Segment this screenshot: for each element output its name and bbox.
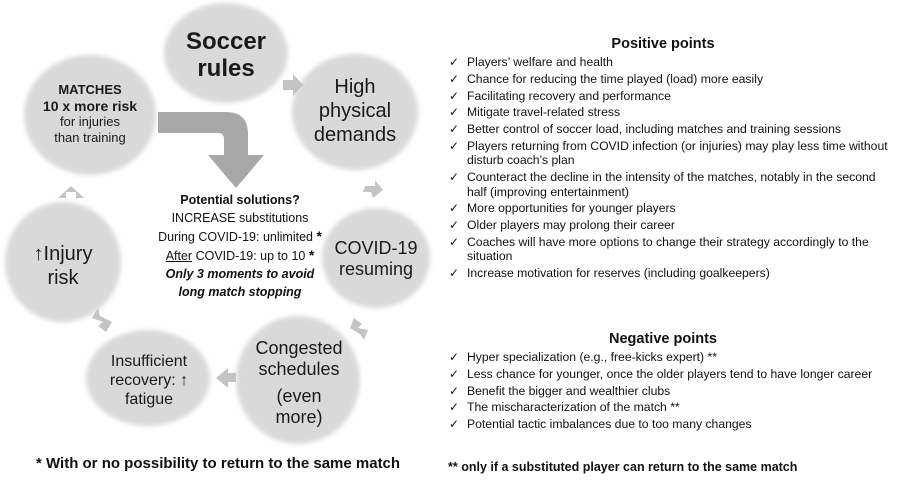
list-item: ✓ Less chance for younger, once the older players tend to have longer career <box>449 366 873 381</box>
list-item: ✓ Potential tactic imbalances due to too many changes <box>449 417 752 432</box>
negative-points-panel <box>448 331 896 434</box>
arrow-congested-to-recovery <box>216 368 236 388</box>
check-icon: ✓ <box>449 105 460 120</box>
recovery-line2: recovery: ↑ <box>109 372 189 389</box>
congested-schedules-label <box>243 338 355 428</box>
list-item: ✓ Increase motivation for reserves (including goalkeepers) <box>449 266 770 281</box>
positive-points-panel <box>448 36 896 283</box>
positive-points-list <box>448 55 896 281</box>
check-icon: ✓ <box>449 138 460 153</box>
arrow-injury-to-matches <box>58 186 84 198</box>
footnote-return-same-match: * With or no possibility to return to the same match <box>36 455 401 472</box>
check-icon: ✓ <box>449 71 460 86</box>
check-icon: ✓ <box>449 170 460 185</box>
check-icon: ✓ <box>449 88 460 103</box>
congested-line3: (even <box>276 386 322 406</box>
check-icon: ✓ <box>449 383 460 398</box>
congested-line2: schedules <box>258 359 340 379</box>
matches-line3: than training <box>54 130 126 145</box>
list-item: ✓ Counteract the decline in the intensity of the matches, notably in the second half (improving entertainment) <box>449 170 876 199</box>
covid-line1: COVID-19 <box>334 238 418 258</box>
list-item: ✓ Hyper specialization (e.g., free-kicks expert) ** <box>449 350 717 364</box>
physical-demands-label <box>300 75 410 147</box>
soccer-rules-line1: Soccer <box>185 28 267 55</box>
list-item: ✓ Facilitating recovery and performance <box>449 88 671 103</box>
list-item: ✓ Chance for reducing the time played (load) more easily <box>449 71 764 86</box>
check-icon: ✓ <box>449 400 460 415</box>
injury-line2: risk <box>47 267 79 289</box>
list-item: ✓ Better control of soccer load, including matches and training sessions <box>449 122 841 137</box>
matches-label <box>34 82 146 146</box>
congested-line1: Congested <box>255 338 343 358</box>
injury-line1: ↑Injury <box>33 243 93 265</box>
matches-title: MATCHES <box>58 82 122 97</box>
check-icon: ✓ <box>449 55 460 69</box>
list-item: ✓ Coaches will have more options to change their strategy accordingly to the situation <box>449 234 869 264</box>
soccer-rules-line2: rules <box>197 55 255 82</box>
solutions-during <box>140 227 340 246</box>
covid-line2: resuming <box>338 259 414 279</box>
arrow-demands-to-covid <box>363 180 383 198</box>
check-icon: ✓ <box>449 218 460 233</box>
solutions-during-mark: * <box>316 228 322 244</box>
matches-line2: for injuries <box>60 114 120 129</box>
check-icon: ✓ <box>449 201 460 216</box>
congested-line4: more) <box>275 407 323 427</box>
check-icon: ✓ <box>449 366 460 381</box>
injury-risk-label <box>16 242 110 290</box>
list-item: ✓ Benefit the bigger and wealthier clubs <box>449 383 671 398</box>
list-item: ✓ More opportunities for younger players <box>449 201 676 216</box>
covid-resuming-label <box>326 238 426 280</box>
check-icon: ✓ <box>449 266 460 281</box>
negative-points-title: Negative points <box>609 331 717 347</box>
list-item: ✓ Players returning from COVID infection (or injuries) may play less time without disturb coach’s plan <box>449 138 888 168</box>
check-icon: ✓ <box>449 234 460 249</box>
matches-risk: 10 x more risk <box>42 98 138 114</box>
potential-solutions <box>140 191 340 301</box>
insufficient-recovery-label <box>94 352 204 409</box>
recovery-line1: Insufficient <box>110 353 188 370</box>
solutions-after-text: COVID-19: up to 10 <box>192 249 306 263</box>
solutions-after-word: After <box>165 249 193 263</box>
solutions-after-mark: * <box>308 247 315 263</box>
recovery-line3: fatigue <box>124 391 174 408</box>
solutions-moments-line2: long match stopping <box>178 285 302 299</box>
arrow-covid-to-congested <box>350 318 368 340</box>
list-item: ✓ Players’ welfare and health <box>449 55 613 69</box>
list-item: ✓ The mischaracterization of the match ** <box>449 400 680 415</box>
physical-line3: demands <box>313 124 397 146</box>
list-item: ✓ Older players may prolong their career <box>449 218 675 233</box>
check-icon: ✓ <box>449 350 460 364</box>
solutions-increase: INCREASE substitutions <box>171 211 309 225</box>
negative-points-list <box>448 350 896 432</box>
soccer-rules-label <box>166 28 286 82</box>
physical-line1: High <box>334 76 376 98</box>
positive-points-title: Positive points <box>611 36 715 52</box>
solutions-during-text: During COVID-19: unlimited <box>158 230 313 244</box>
list-item: ✓ Mitigate travel-related stress <box>449 105 621 120</box>
big-arrow <box>158 112 264 188</box>
physical-line2: physical <box>318 100 392 122</box>
check-icon: ✓ <box>449 122 460 137</box>
check-icon: ✓ <box>449 417 460 432</box>
footnote-substituted-player: ** only if a substituted player can return to the same match <box>448 460 798 474</box>
solutions-title: Potential solutions? <box>180 193 300 207</box>
solutions-after <box>140 246 340 265</box>
solutions-moments-line1: Only 3 moments to avoid <box>165 267 315 281</box>
